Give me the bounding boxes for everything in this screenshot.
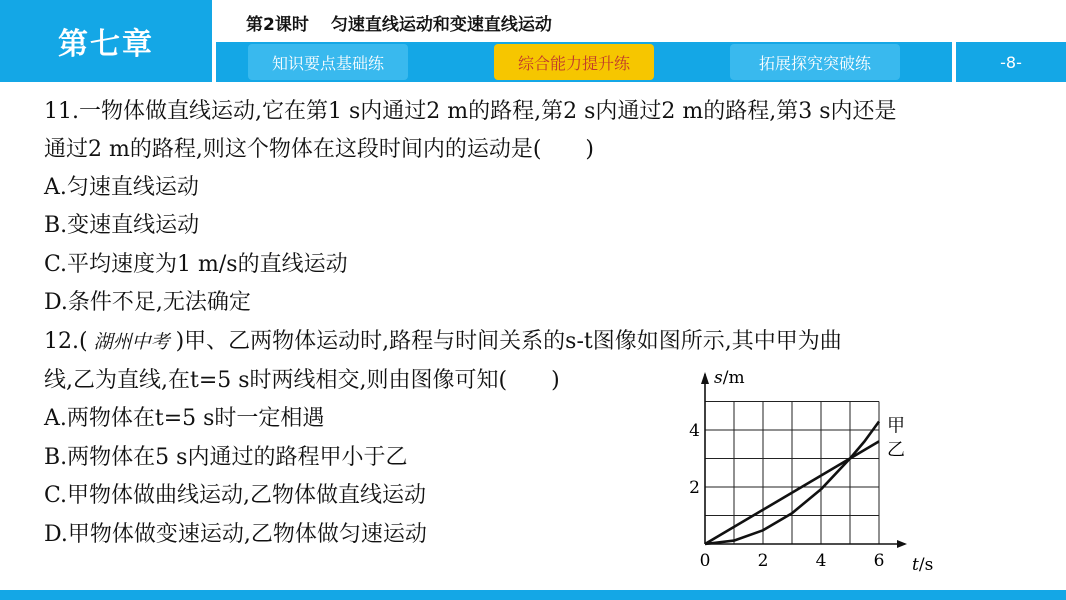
footer-bar — [0, 590, 1066, 600]
axis-variable: t — [912, 555, 919, 575]
q12-source: 湖州中考 — [93, 331, 170, 353]
axis-unit: /m — [722, 368, 745, 388]
chart-series — [705, 415, 905, 544]
q12-option-a: A.两物体在t=5 s时一定相遇 — [44, 406, 325, 431]
q12-line-2: 线,乙为直线,在t=5 s时两线相交,则由图像可知( ) — [44, 368, 560, 393]
lesson-name: 匀速直线运动和变速直线运动 — [330, 15, 552, 35]
series-jia-label: 甲 — [887, 415, 905, 437]
y-axis-arrow — [701, 372, 709, 384]
q12-line-1 — [44, 323, 842, 361]
q11-option-b: B.变速直线运动 — [44, 213, 200, 238]
y-axis-label — [714, 368, 745, 388]
q11-line-2: 通过2 m的路程,则这个物体在这段时间内的运动是( ) — [44, 137, 595, 162]
chapter-title: 第七章 — [0, 0, 212, 82]
tab-comprehensive-practice[interactable]: 综合能力提升练 — [494, 44, 654, 80]
x-axis-arrow — [897, 540, 907, 548]
q12-option-d: D.甲物体做变速运动,乙物体做匀速运动 — [44, 522, 427, 547]
axis-variable: s — [714, 368, 723, 388]
chart-axes — [701, 372, 907, 548]
axis-unit: /s — [918, 555, 934, 575]
lesson-number: 第2课时 — [246, 15, 309, 35]
q11-option-a: A.匀速直线运动 — [44, 175, 199, 200]
x-tick-label: 0 — [699, 551, 711, 571]
q11-option-d: D.条件不足,无法确定 — [44, 290, 251, 315]
lesson-title — [246, 10, 552, 35]
q12-line-1-rest: )甲、乙两物体运动时,路程与时间关系的s-t图像如图所示,其中甲为曲 — [175, 329, 842, 354]
x-tick-label: 4 — [815, 551, 827, 571]
q12-prefix: 12.( — [44, 329, 88, 354]
tab-basic-practice[interactable]: 知识要点基础练 — [248, 44, 408, 80]
q11-line-1: 11.一物体做直线运动,它在第1 s内通过2 m的路程,第2 s内通过2 m的路程,第3 s内还是 — [44, 99, 897, 124]
header-bar — [0, 0, 1066, 82]
q12-option-b: B.两物体在5 s内通过的路程甲小于乙 — [44, 445, 408, 470]
y-tick-label: 2 — [689, 478, 700, 498]
tab-extension-practice[interactable]: 拓展探究突破练 — [730, 44, 900, 80]
q12-option-c: C.甲物体做曲线运动,乙物体做直线运动 — [44, 483, 427, 508]
chart-grid — [705, 402, 879, 545]
st-chart — [680, 360, 950, 580]
x-tick-label: 2 — [757, 551, 769, 571]
page-number: -8- — [956, 42, 1066, 82]
x-tick-label: 6 — [873, 551, 885, 571]
series-yi-label: 乙 — [887, 439, 905, 461]
x-axis-label — [912, 555, 933, 575]
q11-option-c: C.平均速度为1 m/s的直线运动 — [44, 252, 348, 277]
y-tick-label: 4 — [689, 421, 700, 441]
